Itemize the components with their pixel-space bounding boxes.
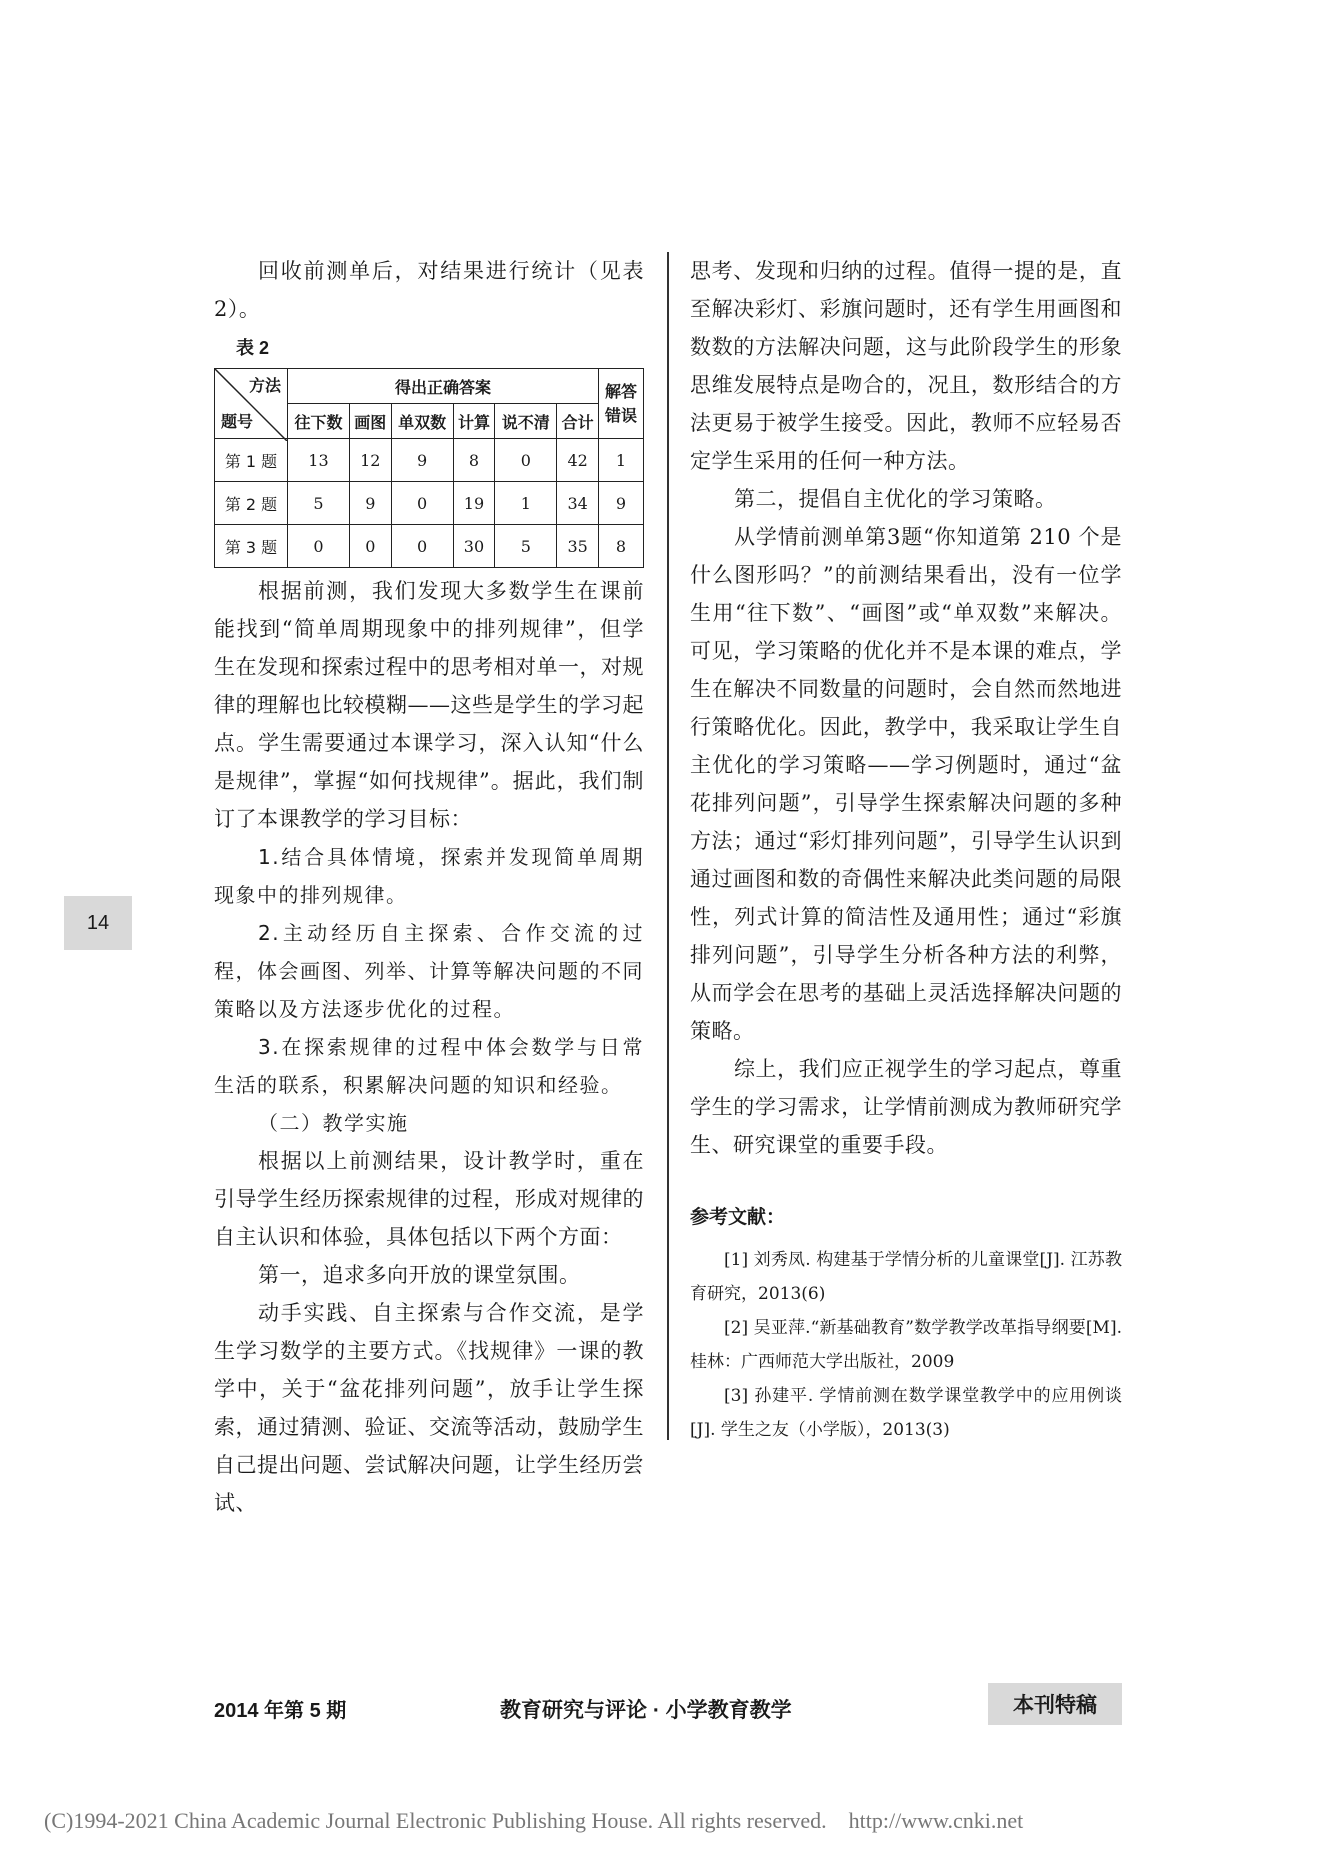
subheader: 合计 (557, 404, 599, 439)
row-label: 第 1 题 (215, 439, 288, 482)
copyright-notice: (C)1994-2021 China Academic Journal Electronic Publishing House. All rights reserved. http://www.cnki.net (44, 1808, 1024, 1833)
reference-item: [1] 刘秀凤. 构建基于学情分析的儿童课堂[J]. 江苏教育研究，2013(6) (690, 1250, 1122, 1304)
subheader: 单双数 (391, 404, 453, 439)
table-cell: 13 (288, 439, 350, 482)
table-cell: 34 (557, 482, 599, 525)
table-row (215, 439, 644, 482)
table-cell: 5 (495, 525, 557, 568)
page-number: 14 (64, 896, 132, 950)
table-cell: 0 (391, 525, 453, 568)
reference-item: [2] 吴亚萍.“新基础教育”数学教学改革指导纲要[M]. 桂林：广西师范大学出版社，2009 (690, 1318, 1122, 1372)
point-one-paragraph: 动手实践、自主探索与合作交流，是学生学习数学的主要方式。《找规律》一课的教学中，关于“盆花排列问题”，放手让学生探索，通过猜测、验证、交流等活动，鼓励学生自己提出问题、尝试解决问题，让学生经历尝试、 (214, 1301, 644, 1515)
goal-2: 2.主动经历自主探索、合作交流的过程，体会画图、列举、计算等解决问题的不同策略以及方法逐步优化的过程。 (214, 921, 644, 1021)
section-heading: （二）教学实施 (258, 1111, 409, 1135)
row-label: 第 2 题 (215, 482, 288, 525)
table-cell: 19 (453, 482, 495, 525)
table-cell: 9 (349, 482, 391, 525)
subheader: 往下数 (288, 404, 350, 439)
table-cell: 0 (391, 482, 453, 525)
table-cell: 1 (495, 482, 557, 525)
subheader: 计算 (453, 404, 495, 439)
references-title: 参考文献： (690, 1207, 786, 1228)
subheader: 画图 (349, 404, 391, 439)
intro-paragraph: 回收前测单后，对结果进行统计（见表2）。 (214, 259, 644, 321)
results-table (214, 368, 644, 568)
implementation-paragraph: 根据以上前测结果，设计教学时，重在引导学生经历探索规律的过程，形成对规律的自主认识和体验，具体包括以下两个方面： (214, 1149, 644, 1249)
subheader: 说不清 (495, 404, 557, 439)
journal-title: 教育研究与评论 · 小学教育教学 (500, 1699, 792, 1722)
table-cell: 0 (288, 525, 350, 568)
diag-bottom-label: 题号 (221, 412, 254, 431)
goal-3: 3.在探索规律的过程中体会数学与日常生活的联系，积累解决问题的知识和经验。 (214, 1035, 644, 1097)
conclusion-paragraph: 综上，我们应正视学生的学习起点，尊重学生的学习需求，让学情前测成为教师研究学生、研究课堂的重要手段。 (690, 1057, 1122, 1157)
table-cell: 0 (349, 525, 391, 568)
table-cell: 5 (288, 482, 350, 525)
right-column (690, 252, 1122, 1447)
table-cell: 30 (453, 525, 495, 568)
table-cell: 9 (599, 482, 644, 525)
point-two-heading: 第二，提倡自主优化的学习策略。 (734, 487, 1057, 511)
table-row (215, 525, 644, 568)
table-cell: 0 (495, 439, 557, 482)
goal-1: 1.结合具体情境，探索并发现简单周期现象中的排列规律。 (214, 845, 644, 907)
table-cell: 42 (557, 439, 599, 482)
group-header: 得出正确答案 (288, 369, 599, 404)
continued-paragraph: 思考、发现和归纳的过程。值得一提的是，直至解决彩灯、彩旗问题时，还有学生用画图和数数的方法解决问题，这与此阶段学生的形象思维发展特点是吻合的，况且，数形结合的方法更易于被学生接受。因此，教师不应轻易否定学生采用的任何一种方法。 (690, 259, 1122, 473)
reference-item: [3] 孙建平. 学情前测在数学课堂教学中的应用例谈[J]. 学生之友（小学版），2013(3) (690, 1386, 1122, 1440)
table-cell: 8 (599, 525, 644, 568)
table-cell: 12 (349, 439, 391, 482)
table-cell: 8 (453, 439, 495, 482)
section-badge: 本刊特稿 (988, 1683, 1122, 1725)
table-row (215, 482, 644, 525)
table-caption: 表 2 (236, 338, 270, 358)
diag-top-label: 方法 (248, 376, 281, 395)
left-column (214, 252, 644, 1522)
point-two-paragraph: 从学情前测单第3题“你知道第 210 个是什么图形吗？”的前测结果看出，没有一位学生用“往下数”、“画图”或“单双数”来解决。可见，学习策略的优化并不是本课的难点，学生在解决不同数量的问题时，会自然而然地进行策略优化。因此，教学中，我采取让学生自主优化的学习策略——学习例题时，通过“盆花排列问题”，引导学生探索解决问题的多种方法；通过“彩灯排列问题”，引导学生认识到通过画图和数的奇偶性来解决此类问题的局限性，列式计算的简洁性及通用性；通过“彩旗排列问题”，引导学生分析各种方法的利弊，从而学会在思考的基础上灵活选择解决问题的策略。 (690, 525, 1122, 1043)
row-label: 第 3 题 (215, 525, 288, 568)
table-cell: 35 (557, 525, 599, 568)
column-divider (667, 252, 669, 1440)
wrong-header: 解答错误 (599, 369, 644, 439)
table-cell: 9 (391, 439, 453, 482)
issue-label: 2014 年第 5 期 (214, 1700, 347, 1722)
point-one-heading: 第一，追求多向开放的课堂氛围。 (258, 1263, 581, 1287)
table-cell: 1 (599, 439, 644, 482)
diagonal-header-cell (215, 369, 288, 439)
analysis-paragraph: 根据前测，我们发现大多数学生在课前能找到“简单周期现象中的排列规律”，但学生在发现和探索过程中的思考相对单一，对规律的理解也比较模糊——这些是学生的学习起点。学生需要通过本课学习，深入认知“什么是规律”，掌握“如何找规律”。据此，我们制订了本课教学的学习目标： (214, 579, 644, 831)
